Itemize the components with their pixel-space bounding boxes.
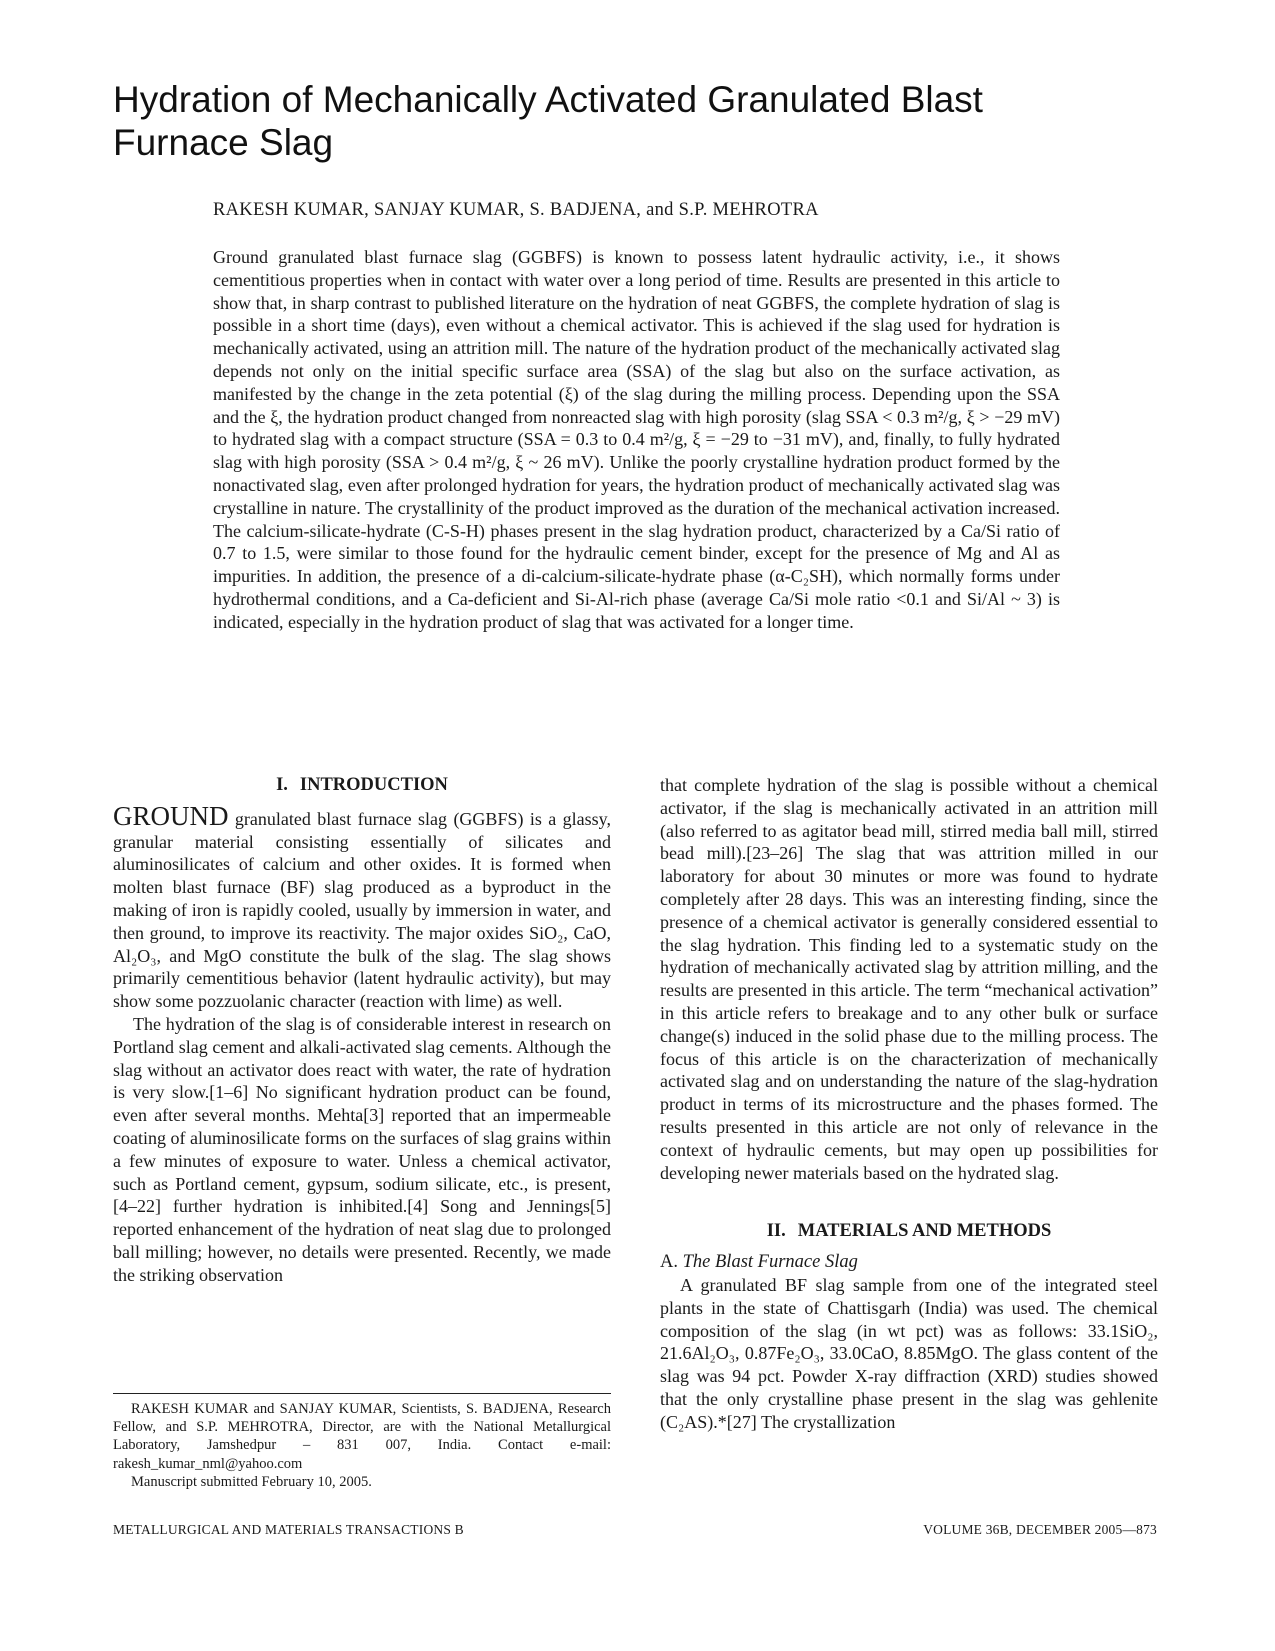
article-title: Hydration of Mechanically Activated Granulated Blast Furnace Slag — [113, 79, 983, 163]
intro-paragraph-1 — [113, 800, 611, 1013]
footnote-submitted: Manuscript submitted February 10, 2005. — [131, 1473, 372, 1490]
footnote-divider — [113, 1393, 611, 1394]
intro-paragraph-3: that complete hydration of the slag is possible without a chemical activator, if the slag is mechanically activated in an attrition mill (also referred to as agitator bead mill, stirred media ball mill, stirred bead mill).[23–26] The slag that was attrition milled in our laboratory for about 30 minutes or more was found to hydrate completely after 28 days. This was an interesting finding, since the presence of a chemical activator is generally considered essential to the slag hydration. This finding led to a systematic study on the hydration of mechanically activated slag by attrition milling, and the results are presented in this article. The term “mechanical activation” in this article refers to breakage and to any other bulk or surface change(s) induced in the solid phase due to the milling process. The focus of this article is on the characterization of mechanically activated slag and on understanding the nature of the slag-hydration product in terms of its microstructure and the phases formed. The results presented in this article are not only of relevance in the context of hydraulic cements, but may open up possibilities for developing newer materials based on the hydrated slag. — [660, 775, 1158, 1183]
section-title: INTRODUCTION — [299, 775, 448, 795]
footer-journal: METALLURGICAL AND MATERIALS TRANSACTIONS B — [113, 1522, 464, 1537]
subsection-heading — [660, 1251, 1158, 1274]
left-column — [113, 774, 611, 1287]
abstract: Ground granulated blast furnace slag (GGBFS) is known to possess latent hydraulic activity, i.e., it shows cementitious properties when in contact with water over a long period of time. Results are presented in this article to show that, in sharp contrast to published literature on the hydration of neat GGBFS, the complete hydration of slag is possible in a short time (days), even without a chemical activator. This is achieved if the slag used for hydration is mechanically activated, using an attrition mill. The nature of the hydration product of the mechanically activated slag depends not only on the initial specific surface area (SSA) of the slag but also on the surface activation, as manifested by the change in the zeta potential (ξ) of the slag during the milling process. Depending upon the SSA and the ξ, the hydration product changed from nonreacted slag with high porosity (slag SSA < 0.3 m²/g, ξ > −29 mV) to hydrated slag with a compact structure (SSA = 0.3 to 0.4 m²/g, ξ = −29 to −31 mV), and, finally, to fully hydrated slag with high porosity (SSA > 0.4 m²/g, ξ ~ 26 mV). Unlike the poorly crystalline hydration product formed by the nonactivated slag, even after prolonged hydration for years, the hydration product of mechanically activated slag was crystalline in nature. The crystallinity of the product improved as the duration of the mechanical activation increased. The calcium-silicate-hydrate (C-S-H) phases present in the slag hydration product, characterized by a Ca/Si ratio of 0.7 to 1.5, were similar to those found for the hydraulic cement binder, except for the presence of Mg and Al as impurities. In addition, the presence of a di-calcium-silicate-hydrate phase (α-C₂SH), which normally forms under hydrothermal conditions, and a Ca-deficient and Si-Al-rich phase (average Ca/Si mole ratio <0.1 and Si/Al ~ 3) is indicated, especially in the hydration product of slag that was activated for a longer time. — [213, 247, 1060, 632]
author-list: RAKESH KUMAR, SANJAY KUMAR, S. BADJENA, and S.P. MEHROTRA — [213, 200, 819, 220]
subsection-letter: A. — [660, 1252, 678, 1273]
section-title: MATERIALS AND METHODS — [797, 1221, 1052, 1242]
subsection-title: The Blast Furnace Slag — [682, 1252, 858, 1273]
intro-paragraph-2: The hydration of the slag is of considerable interest in research on Portland slag cement and alkali-activated slag cements. Although the slag without an activator does react with water, the rate of hydration is very slow.[1–6] No significant hydration product can be found, even after several months. Mehta[3] reported that an impermeable coating of aluminosilicate forms on the surfaces of slag grains within a few minutes of exposure to water. Unless a chemical activator, such as Portland cement, gypsum, sodium silicate, etc., is present,[4–22] further hydration is inhibited.[4] Song and Jennings[5] reported enhancement of the hydration of neat slag due to prolonged ball milling; however, no details were presented. Recently, we made the striking observation — [113, 1013, 611, 1285]
materials-paragraph-1: A granulated BF slag sample from one of the integrated steel plants in the state of Chattisgarh (India) was used. The chemical composition of the slag (in wt pct) was as follows: 33.1SiO₂, 21.6Al₂O₃, 0.87Fe₂O₃, 33.0CaO, 8.85MgO. The glass content of the slag was 94 pct. Powder X-ray diffraction (XRD) studies showed that the only crystalline phase present in the slag was gehlenite (C₂AS).*[27] The crystallization — [660, 1274, 1158, 1432]
right-column — [660, 774, 1158, 1434]
section-heading-materials — [660, 1220, 1158, 1243]
section-number: II. — [766, 1221, 786, 1242]
footnote — [113, 1400, 611, 1491]
section-number: I. — [276, 775, 288, 795]
footnote-affiliation: RAKESH KUMAR and SANJAY KUMAR, Scientists, S. BADJENA, Research Fellow, and S.P. MEHROTRA, Director, are with the National Metallurgical Laboratory, Jamshedpur – 831 007, India. Contact e-mail: rakesh_kumar_nml@yahoo.com — [113, 1401, 611, 1472]
footer-volume-page: VOLUME 36B, DECEMBER 2005—873 — [923, 1522, 1157, 1537]
intro-paragraph-1-text: granulated blast furnace slag (GGBFS) is a glassy, granular material consisting essentially of silicates and aluminosilicates of calcium and other oxides. It is formed when molten blast furnace (BF) slag produced as a byproduct in the making of iron is rapidly cooled, usually by immersion in water, and then ground, to improve its reactivity. The major oxides SiO₂, CaO, Al₂O₃, and MgO constitute the bulk of the slag. The slag shows primarily cementitious behavior (latent hydraulic activity), but may show some pozzuolanic character (reaction with lime) as well. — [113, 808, 611, 1012]
drop-cap: GROUND — [113, 800, 229, 831]
section-heading-introduction — [113, 774, 611, 797]
